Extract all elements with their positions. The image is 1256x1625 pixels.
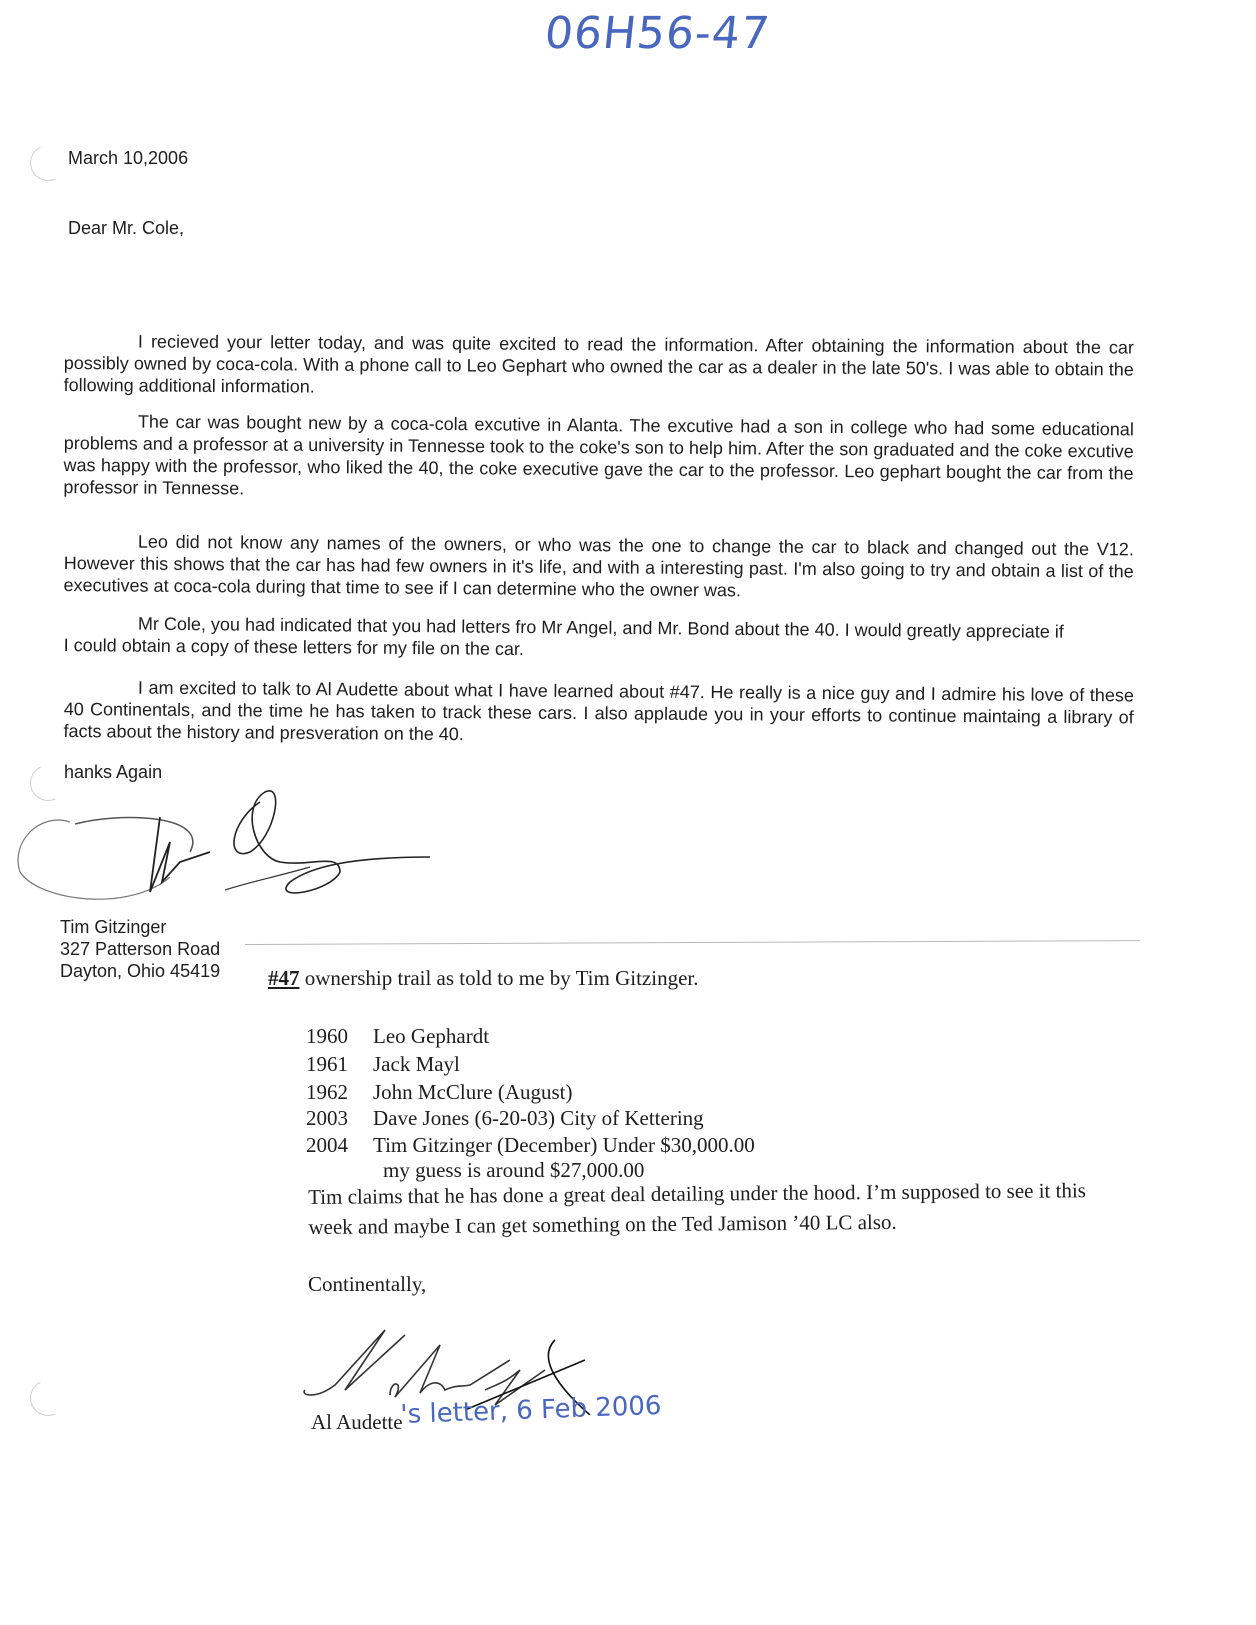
ownership-year: 1962	[306, 1080, 348, 1104]
letter-paragraph	[63, 530, 1133, 604]
handwritten-file-code: 06H56-47	[542, 8, 773, 59]
paragraph-text: Leo did not know any names of the owners, or who was the one to change the car to black and changed out the V12. However this shows that the car has had few owners in it's life, and with a interesting past. I'm also going to try and obtain a list of the executives at coca-cola during that time to see if I can determine who the owner was.	[63, 531, 1134, 601]
ownership-row	[306, 1133, 755, 1158]
note-signer: Al Audette	[311, 1410, 403, 1434]
ownership-year: 1960	[306, 1024, 348, 1048]
ownership-year: 2003	[306, 1106, 348, 1130]
letter-paragraph	[63, 676, 1133, 750]
signer-city-address: Dayton, Ohio 45419	[60, 961, 221, 981]
ownership-year: 1961	[306, 1052, 348, 1076]
divider-line	[245, 940, 1140, 945]
letter-paragraph	[63, 410, 1134, 506]
car-number: #47	[268, 966, 300, 990]
ownership-owner: Tim Gitzinger (December) Under $30,000.00	[373, 1133, 755, 1157]
ownership-owner: Jack Mayl	[373, 1052, 460, 1076]
handwritten-signature-tim	[10, 782, 430, 922]
ownership-owner: Leo Gephardt	[373, 1024, 490, 1048]
ownership-year: 2004	[306, 1133, 348, 1157]
letter-greeting: Dear Mr. Cole,	[68, 218, 185, 238]
note-closing: Continentally,	[308, 1272, 427, 1296]
note-heading-text: ownership trail as told to me by Tim Gitzinger.	[299, 966, 699, 990]
signer-name: Tim Gitzinger	[60, 917, 167, 937]
paragraph-text: I am excited to talk to Al Audette about what I have learned about #47. He really is a nice guy and I admire his love of these 40 Continentals, and the time he has taken to track these cars. I also applaude you in your efforts to continue maintaing a library of facts about the history and presveration on the 40.	[63, 677, 1134, 745]
note-body: Tim claims that he has done a great deal detailing under the hood. I’m supposed to see it this week and maybe I can get something on the Ted Jamison ’40 LC also.	[308, 1178, 1087, 1239]
handwritten-annotation: 's letter, 6 Feb 2006	[400, 1390, 662, 1430]
note-heading	[268, 966, 698, 991]
price-guess: my guess is around $27,000.00	[383, 1158, 645, 1182]
paragraph-text: Mr Cole, you had indicated that you had letters fro Mr Angel, and Mr. Bond about the 40. I would greatly appreciate if I could obtain a copy of these letters for my file on the car.	[63, 613, 1064, 660]
paragraph-text: I recieved your letter today, and was quite excited to read the information. After obtaining the information about the car possibly owned by coca-cola. With a phone call to Leo Gephart who owned the car as a dealer in the late 50's. I was able to obtain the following additional information.	[63, 331, 1134, 397]
ownership-row	[306, 1024, 489, 1049]
punch-hole-mark	[25, 1375, 71, 1421]
letter-date: March 10,2006	[68, 148, 189, 168]
ownership-row	[306, 1106, 704, 1131]
ownership-row	[306, 1080, 572, 1105]
letter-paragraph	[64, 612, 1064, 665]
paragraph-text: The car was bought new by a coca-cola excutive in Alanta. The excutive had a son in college who had some educational problems and a professor at a university in Tennesse took to the coke's son to help him. After the son graduated and the coke excutive was happy with the professor, who liked the 40, the coke executive gave the car to the professor. Leo gephart bought the car from the professor in Tennesse.	[63, 411, 1134, 499]
signer-street-address: 327 Patterson Road	[60, 939, 221, 959]
ownership-owner: Dave Jones (6-20-03) City of Kettering	[373, 1106, 704, 1130]
ownership-owner: John McClure (August)	[373, 1080, 573, 1104]
punch-hole-mark	[25, 140, 71, 186]
ownership-row	[306, 1052, 460, 1077]
letter-paragraph	[64, 330, 1134, 403]
letter-closing: hanks Again	[64, 762, 163, 782]
